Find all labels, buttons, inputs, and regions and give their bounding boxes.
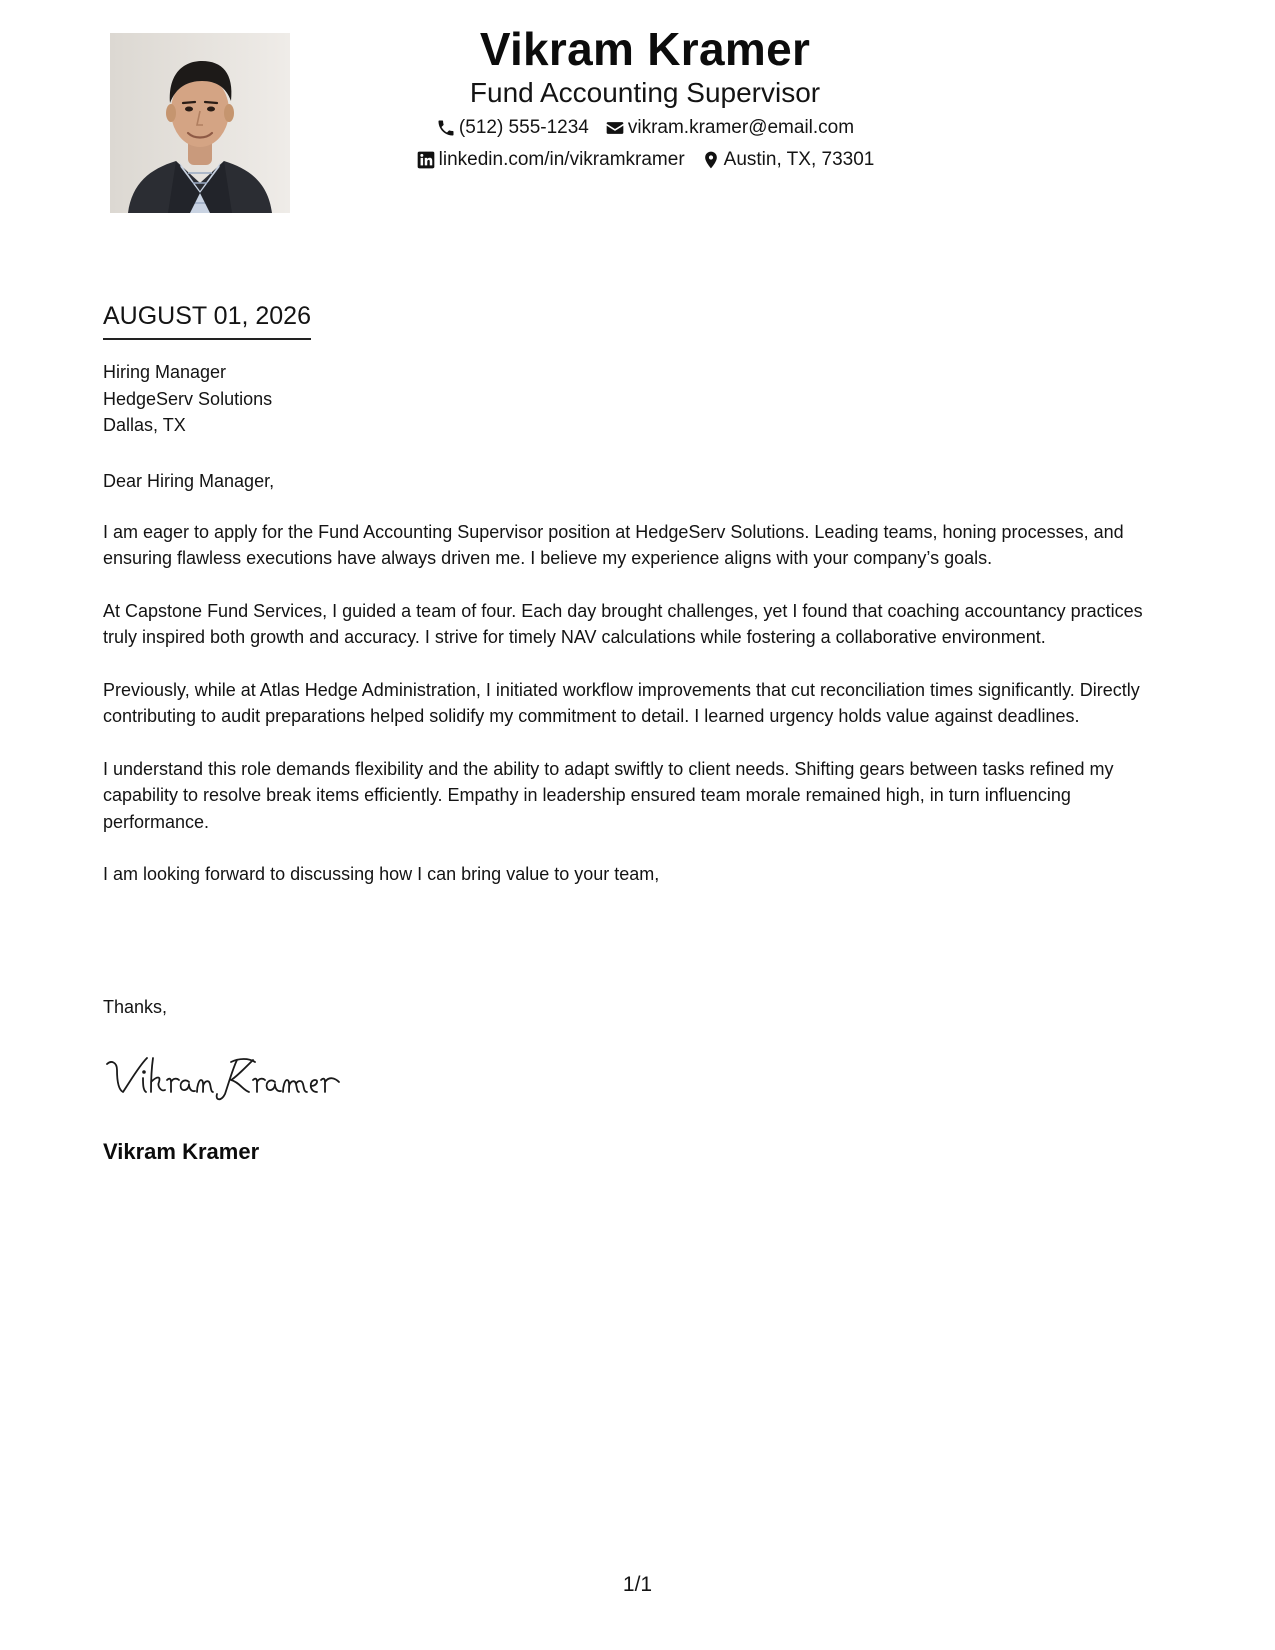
letter-body (103, 468, 1178, 914)
job-title: Fund Accounting Supervisor (469, 77, 821, 108)
body-paragraph: I understand this role demands flexibility and the ability to adapt swiftly to client needs. Shifting gears between tasks refined my capability to resolve break items efficiently. Empathy in leadership ensured team morale remained high, in turn influencing performance. (103, 758, 1114, 832)
location-text: Austin, TX, 73301 (723, 149, 875, 170)
recipient-location: Dallas, TX (103, 415, 186, 435)
body-paragraph: Previously, while at Atlas Hedge Administration, I initiated workflow improvements that cut reconciliation times significantly. Directly contributing to audit preparations helped solidify my commitment to detail. I learned urgency holds value against deadlines. (103, 679, 1140, 726)
body-paragraph: I am looking forward to discussing how I can bring value to your team, (103, 864, 660, 884)
contact-email[interactable] (605, 114, 854, 142)
letter-date: AUGUST 01, 2026 (103, 300, 311, 340)
map-pin-icon (701, 150, 721, 170)
recipient-company: HedgeServ Solutions (103, 388, 273, 409)
phone-icon (436, 118, 456, 138)
page-number: 1/1 (622, 1573, 653, 1596)
profile-photo (110, 33, 290, 213)
handwritten-signature (103, 1048, 363, 1106)
candidate-name: Vikram Kramer (479, 23, 811, 75)
email-text: vikram.kramer@email.com (627, 117, 855, 138)
body-paragraph: At Capstone Fund Services, I guided a team of four. Each day brought challenges, yet I found that coaching accountancy practices truly inspired both growth and accuracy. I strive for timely NAV calculations while fostering a collaborative environment. (103, 600, 1143, 647)
contact-location (701, 146, 875, 174)
contact-row-2 (360, 146, 930, 174)
body-paragraph: I am eager to apply for the Fund Accounting Supervisor position at HedgeServ Solutions. Leading teams, honing processes, and ensuring flawless executions have always driven me. I believe my experience aligns with your company’s goals. (103, 521, 1124, 568)
contact-row-1 (360, 114, 930, 142)
envelope-icon (605, 118, 625, 138)
salutation: Dear Hiring Manager, (103, 471, 275, 491)
linkedin-icon (416, 150, 436, 170)
linkedin-text: linkedin.com/in/vikramkramer (438, 149, 685, 170)
phone-text: (512) 555-1234 (458, 117, 589, 138)
recipient-block (103, 359, 272, 439)
header (360, 20, 930, 174)
closing: Thanks, (103, 997, 168, 1017)
recipient-title: Hiring Manager (103, 362, 227, 382)
contact-phone[interactable] (436, 114, 589, 142)
signer-name: Vikram Kramer (103, 1139, 260, 1164)
contact-linkedin[interactable] (416, 146, 685, 174)
